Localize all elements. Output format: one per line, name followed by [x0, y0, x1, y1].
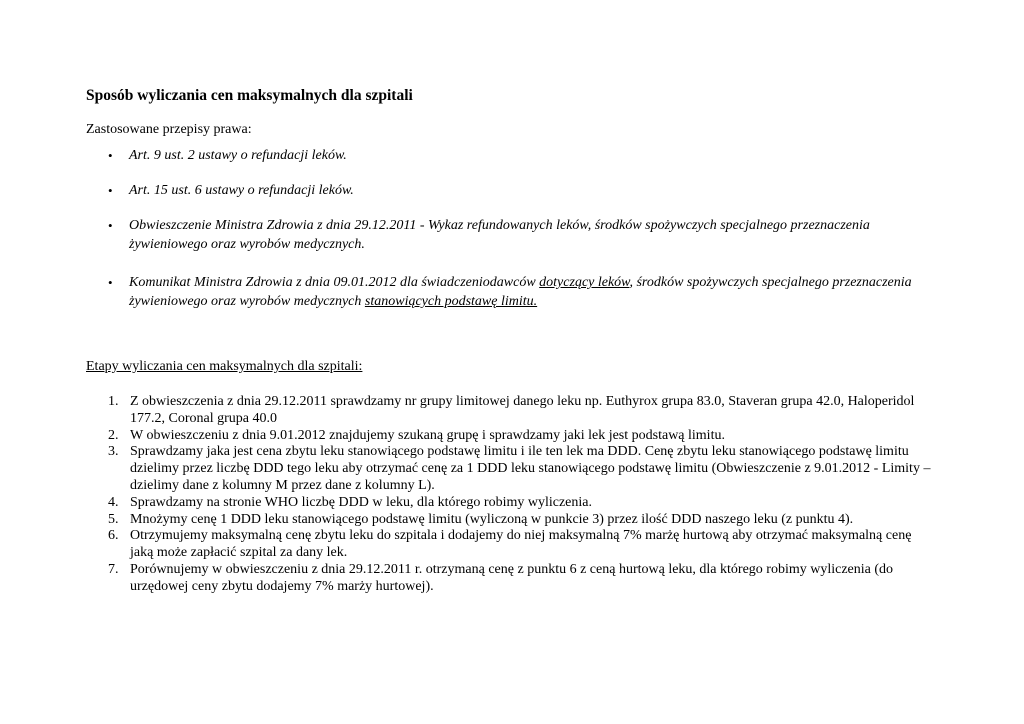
- step-number: 4.: [108, 494, 119, 510]
- bullet-icon: •: [108, 218, 113, 233]
- underlined-phrase: stanowiących podstawę limitu.: [364, 294, 538, 309]
- legal-basis-intro: Zastosowane przepisy prawa:: [86, 122, 252, 137]
- steps-list: [86, 394, 936, 596]
- list-item: [86, 444, 936, 494]
- list-item: [86, 394, 936, 428]
- list-item: [86, 216, 936, 254]
- bullet-icon: •: [108, 275, 113, 290]
- step-text: W obwieszczeniu z dnia 9.01.2012 znajdujemy szukaną grupę i sprawdzamy jaki lek jest podstawą limitu.: [130, 427, 725, 443]
- step-number: 3.: [108, 444, 119, 460]
- step-number: 5.: [108, 511, 119, 527]
- law-text-part: Komunikat Ministra Zdrowia z dnia 09.01.2012 dla świadczeniodawców: [129, 275, 540, 290]
- list-item: [86, 273, 936, 311]
- step-text: Otrzymujemy maksymalną cenę zbytu leku do szpitala i dodajemy do niej maksymalną 7% marżę hurtową aby otrzymać maksymalną cenę jaką może zapłacić szpital za dany lek.: [130, 528, 912, 561]
- step-text: Z obwieszczenia z dnia 29.12.2011 sprawdzamy nr grupy limitowej danego leku np. Euthyrox grupa 83.0, Staveran grupa 42.0, Haloperidol 177.2, Coronal grupa 40.0: [130, 394, 915, 426]
- underlined-phrase: dotyczący leków: [539, 275, 630, 290]
- bullet-icon: •: [108, 148, 113, 163]
- law-text-part: , środków spożywczych specjalnego przeznaczenia żywieniowego oraz wyrobów medycznych: [129, 275, 912, 309]
- step-number: 6.: [108, 528, 119, 544]
- list-item: [86, 146, 936, 165]
- step-text: Porównujemy w obwieszczeniu z dnia 29.12.2011 r. otrzymaną cenę z punktu 6 z ceną hurtową leku, dla którego robimy wyliczenia (do urzędowej ceny zbytu dodajemy 7% marży hurtowej).: [130, 561, 894, 594]
- step-number: 7.: [108, 561, 119, 577]
- list-item: [86, 512, 936, 529]
- stages-heading: Etapy wyliczania cen maksymalnych dla szpitali:: [86, 359, 363, 374]
- step-text: Sprawdzamy jaka jest cena zbytu leku stanowiącego podstawę limitu i ile ten lek ma DDD. Cenę zbytu leku stanowiącego podstawę limitu dzielimy przez liczbę DDD tego leku aby otrzymać cenę za 1 DDD leku stanowiącego podstawę limitu (Obwieszczenie z 9.01.2012 - Limity – dzielimy dane z kolumny M przez dane z kolumny L).: [130, 444, 931, 493]
- bullet-icon: •: [108, 183, 113, 198]
- step-text: Mnożymy cenę 1 DDD leku stanowiącego podstawę limitu (wyliczoną w punkcie 3) przez ilość DDD naszego leku (z punktu 4).: [130, 511, 854, 527]
- law-text: Art. 15 ust. 6 ustawy o refundacji leków.: [129, 183, 354, 198]
- legal-basis-list: [86, 146, 936, 327]
- list-item: [86, 562, 936, 596]
- law-text: Obwieszczenie Ministra Zdrowia z dnia 29.12.2011 - Wykaz refundowanych leków, środków spożywczych specjalnego przeznaczenia żywieniowego oraz wyrobów medycznych.: [129, 218, 870, 252]
- step-number: 1.: [108, 394, 119, 409]
- list-item: [86, 181, 936, 200]
- document-title: Sposób wyliczania cen maksymalnych dla szpitali: [86, 87, 413, 104]
- law-text: Art. 9 ust. 2 ustawy o refundacji leków.: [129, 148, 347, 163]
- step-text: Sprawdzamy na stronie WHO liczbę DDD w leku, dla którego robimy wyliczenia.: [130, 494, 592, 510]
- list-item: [86, 495, 936, 512]
- list-item: [86, 428, 936, 445]
- step-number: 2.: [108, 427, 119, 443]
- list-item: [86, 528, 936, 562]
